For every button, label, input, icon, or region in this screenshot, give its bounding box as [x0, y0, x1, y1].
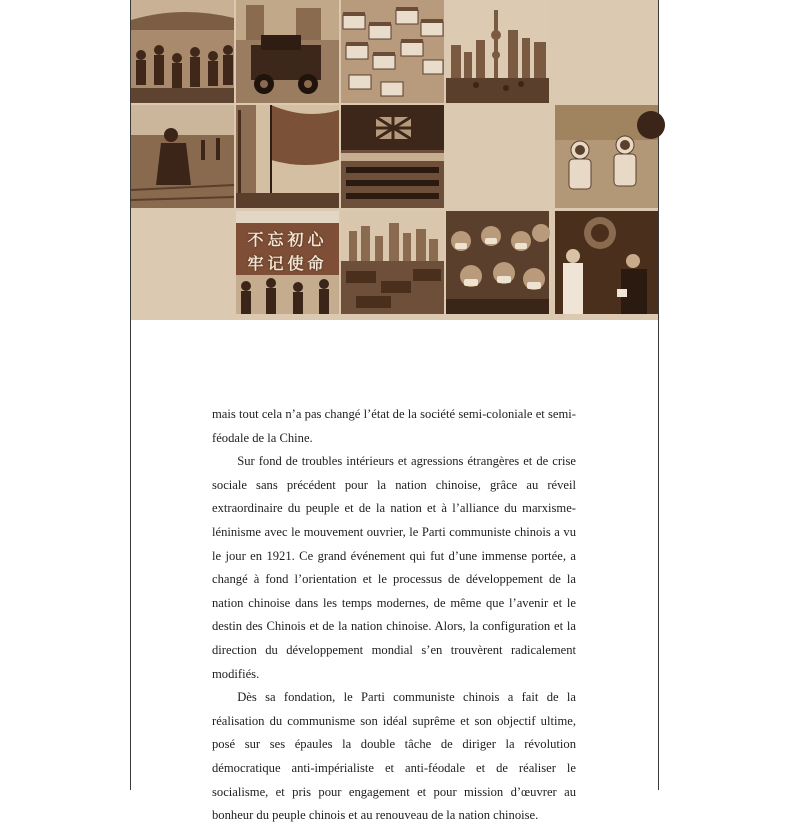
photo-service-counter [555, 211, 658, 314]
paragraph-continuation: mais tout cela n’a pas changé l’état de la société semi-coloniale et semi-féodale de la Chine. [212, 407, 576, 445]
photo-collage [131, 0, 658, 320]
body-text [212, 403, 576, 828]
photo-astronauts [555, 105, 658, 208]
photo-masked-crowd [446, 211, 549, 314]
book-page [130, 0, 659, 823]
photo-city-skyline-tower [446, 0, 549, 103]
photo-farmer-field [131, 105, 234, 208]
paragraph-mission: Dès sa fondation, le Parti communiste chinois a fait de la réalisation du communisme son idéal suprême et son objectif ultime, posé sur ses épaules la double tâche de diriger la révolution démocratique anti-impérialiste et anti-féodale et de réaliser le socialisme, et pris pour engagement et pour mission d’œuvrer au bonheur du peuple chinois et au renouveau de la nation chinoise. [212, 690, 576, 823]
slogan-line-1: 不忘初心 [247, 230, 328, 249]
photo-riverside-city [341, 211, 444, 314]
collage-blank-tile [446, 105, 549, 208]
photo-ceremony-hall [341, 105, 444, 208]
photo-slogan-board [236, 211, 339, 314]
photo-housing-blocks [341, 0, 444, 103]
photo-crowd-gathering [131, 0, 234, 103]
photo-vintage-vehicles [236, 0, 339, 103]
paragraph-founding: Sur fond de troubles intérieurs et agressions étrangères et de crise sociale sans précédent pour la nation chinoise, grâce au réveil extraordinaire du peuple et de la nation et à l’alliance du marxisme-léninisme avec le mouvement ouvrier, le Parti communiste chinois a vu le jour en 1921. Ce grand événement qui fut d’une immense portée, a changé à fond l’orientation et le processus de développement de la nation chinoise dans les temps modernes, de même que l’avenir et le destin des Chinois et de la nation chinoise. Alors, la configuration et la direction du développement mondial s’en trouvèrent radicalement modifiés. [212, 454, 576, 681]
slogan-line-2: 牢记使命 [247, 254, 328, 273]
photo-flag-square [236, 105, 339, 208]
